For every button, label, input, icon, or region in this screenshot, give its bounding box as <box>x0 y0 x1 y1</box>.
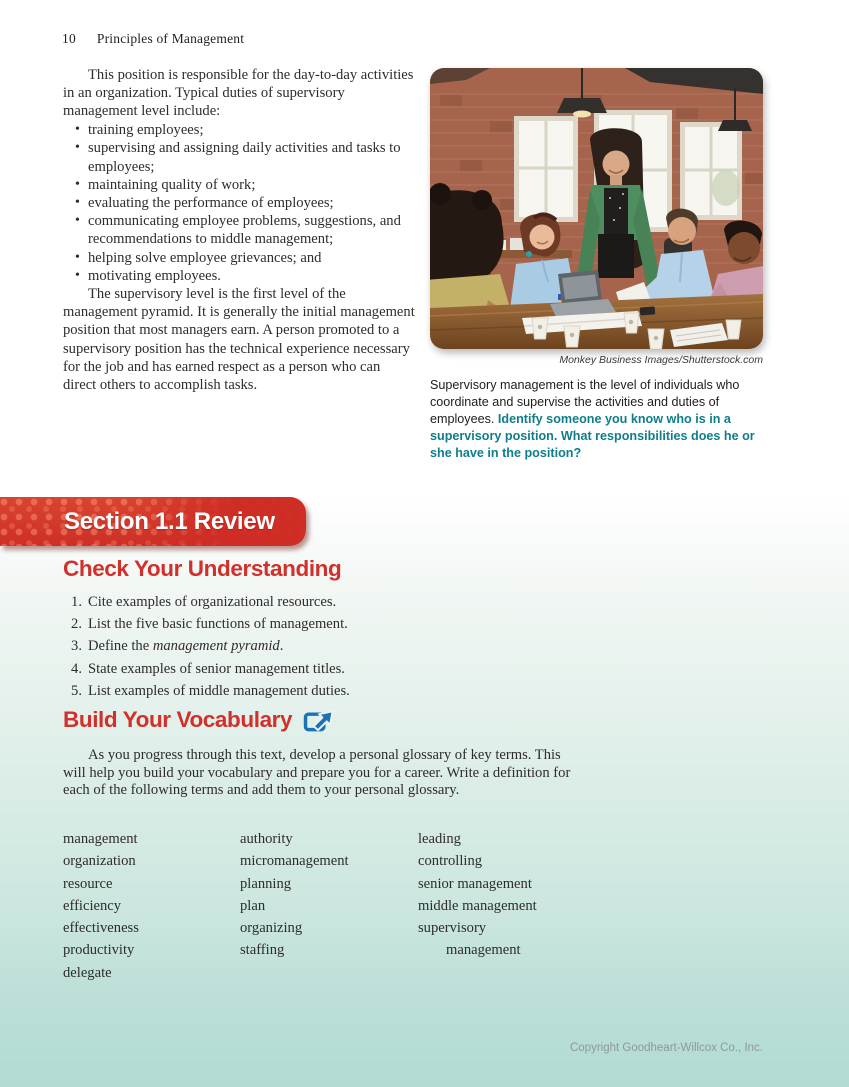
vocab-term: authority <box>240 831 293 847</box>
vocab-term: organizing <box>240 920 303 937</box>
question-number: 5. <box>71 682 82 699</box>
bullet-item: • supervising and assigning daily activities and tasks to employees; <box>63 139 415 175</box>
vocab-term: organization <box>63 853 136 870</box>
meeting-photo <box>430 68 763 349</box>
question-item <box>63 637 493 655</box>
vocab-term: micromanagement <box>240 853 349 870</box>
build-your-vocabulary-heading <box>63 706 336 733</box>
question-number: 3. <box>71 638 82 655</box>
vocab-term: supervisory management <box>418 920 521 959</box>
vocab-term: middle management <box>418 897 537 914</box>
vocab-term: productivity <box>63 942 135 959</box>
vocab-column-3 <box>418 828 638 984</box>
article-paragraph-1: This position is responsible for the day-to-day activities in an organization. Typical duties of supervisory management level include: <box>63 67 414 120</box>
vocab-term: efficiency <box>63 897 122 914</box>
photo-credit: Monkey Business Images/Shutterstock.com <box>559 354 763 366</box>
running-head <box>62 31 244 47</box>
question-text-post: . <box>279 638 284 655</box>
question-text: List examples of middle management duties. <box>88 682 350 699</box>
copyright-line: Copyright Goodheart-Willcox Co., Inc. <box>569 1042 763 1054</box>
vocab-term: plan <box>240 897 266 914</box>
article-column <box>63 66 415 394</box>
bullet-item: • evaluating the performance of employees; <box>63 194 415 212</box>
portfolio-activity-icon <box>303 706 336 733</box>
vocab-term: resource <box>63 875 113 892</box>
question-number: 4. <box>71 660 82 677</box>
bullet-item: • training employees; <box>63 121 415 139</box>
running-title: Principles of Management <box>96 31 245 46</box>
bullet-item: • communicating employee problems, suggestions, and recommendations to middle management; <box>63 212 415 248</box>
caption-text: Supervisory management is the level of individuals who coordinate and supervise the activities and duties of employees. <box>430 378 740 426</box>
question-item <box>63 593 493 611</box>
question-item <box>63 682 493 700</box>
page-number: 10 <box>62 31 76 46</box>
vocab-term: delegate <box>63 964 112 981</box>
vocabulary-intro-paragraph: As you progress through this text, develop a personal glossary of key terms. This will help you build your vocabulary and prepare you for a career. Write a definition for each of the following terms and add them to your personal glossary. <box>63 747 571 799</box>
vocab-term: planning <box>240 875 292 892</box>
check-your-understanding-heading <box>63 556 341 582</box>
duties-bullet-list <box>63 121 415 285</box>
question-text <box>88 637 283 655</box>
figure-supervisory-meeting <box>430 68 763 462</box>
question-text: List the five basic functions of management. <box>88 616 348 633</box>
question-number: 1. <box>71 594 82 610</box>
question-text: State examples of senior management titles. <box>88 660 345 677</box>
section-review-title: Section 1.1 Review <box>64 508 275 535</box>
question-item <box>63 660 493 678</box>
vocabulary-term-columns <box>63 828 683 984</box>
vocab-column-1 <box>63 828 240 984</box>
question-text-italic: management pyramid <box>152 638 280 655</box>
vocab-term: leading <box>418 831 461 847</box>
vocab-column-2 <box>240 828 418 984</box>
review-questions-list <box>63 593 493 704</box>
caption-question: Identify someone you know who is in a supervisory position. What responsibilities does he or she have in the position? <box>430 411 755 460</box>
vocab-heading-text: Build Your Vocabulary <box>63 706 293 732</box>
bullet-item: • maintaining quality of work; <box>63 176 415 194</box>
question-number: 2. <box>71 616 82 633</box>
check-heading-text: Check Your Understanding <box>63 556 342 581</box>
vocab-term: senior management <box>418 875 532 892</box>
question-item <box>63 615 493 633</box>
question-text: Cite examples of organizational resources. <box>88 594 337 610</box>
vocab-term: management <box>63 831 138 847</box>
photo-caption <box>430 377 766 462</box>
vocab-term: controlling <box>418 853 483 870</box>
vocab-term: effectiveness <box>63 920 139 937</box>
article-paragraph-2: The supervisory level is the first level of the management pyramid. It is generally the initial management position that most managers earn. A person promoted to a supervisory position has the technical experience necessary for the job and has earned respect as a person who can direct others to accomplish tasks. <box>63 285 415 393</box>
question-text-pre: Define the <box>88 638 153 655</box>
bullet-item: • helping solve employee grievances; and <box>63 249 415 267</box>
section-review-banner <box>0 497 306 546</box>
bullet-item: • motivating employees. <box>63 267 415 285</box>
vocab-term: staffing <box>240 942 285 959</box>
